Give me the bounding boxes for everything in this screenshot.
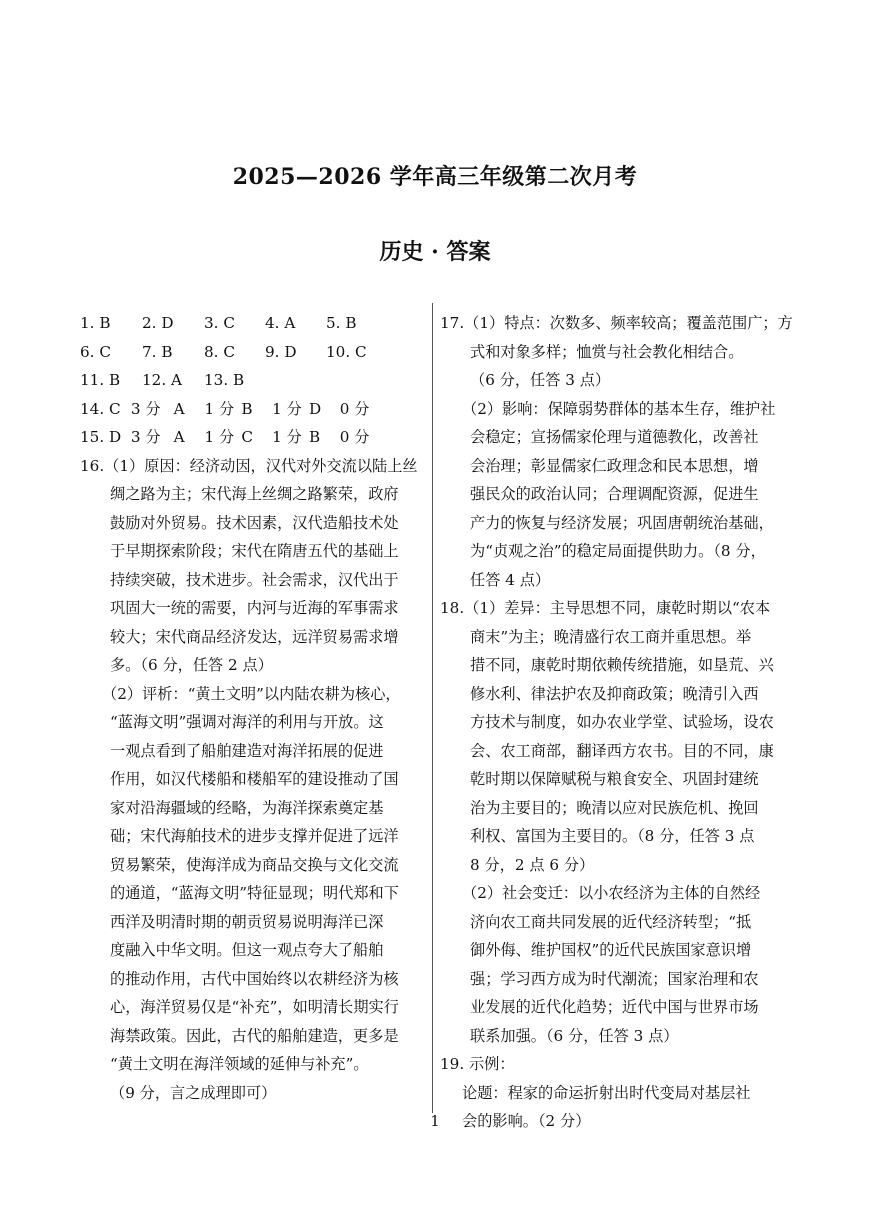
mc-answer: 13. B (204, 371, 245, 389)
answer-line: 海禁政策。因此，古代的船舶建造，更多是 (110, 1026, 399, 1045)
answer-line: 方技术与制度，如办农业学堂、试验场，设农 (470, 713, 774, 731)
score-value: 0 分 (339, 428, 370, 446)
answer-line: 8 分，2 点 6 分） (470, 855, 595, 874)
score-option: B (241, 399, 253, 418)
answer-line: 心，海洋贸易仅是“补充”，如明清长期实行 (110, 998, 399, 1016)
answer-line: “蓝海文明”强调对海洋的利用与开放。这 (110, 713, 384, 731)
answer-line: 作用，如汉代楼船和楼船军的建设推动了国 (110, 770, 399, 788)
mc-answer: 7. B (142, 342, 173, 361)
answer-line: 于早期探索阶段；宋代在隋唐五代的基础上 (110, 542, 399, 560)
answer-line: 乾时期以保障赋税与粮食安全、巩固封建统 (470, 770, 759, 788)
answer-line: 的通道，“蓝海文明”特征显现；明代郑和下 (110, 884, 399, 902)
answer-line: 业发展的近代化趋势；近代中国与世界市场 (470, 998, 759, 1016)
answer-line: 19. 示例： (440, 1055, 515, 1073)
answer-line: 础；宋代海舶技术的进步支撑并促进了远洋 (110, 827, 399, 845)
answer-line: 18.（1）差异：主导思想不同，康乾时期以“农本 (440, 599, 771, 617)
mc-answer: 11. B (80, 371, 121, 389)
answer-line: （2）评析：“黄土文明”以内陆农耕为核心， (102, 684, 401, 703)
page-number: 1 (430, 1112, 440, 1130)
answer-line: （2）影响：保障弱势群体的基本生存，维护社 (462, 399, 776, 418)
mc-answer: 8. C (204, 342, 235, 361)
score-value: 3 分 (130, 399, 161, 418)
answer-line: 西洋及明清时期的朝贡贸易说明海洋已深 (110, 912, 384, 931)
answer-line: 会、农工商部，翻译西方农书。目的不同，康 (470, 741, 774, 760)
answer-line: 会的影响。（2 分） (462, 1112, 591, 1130)
answer-line: 强；学习西方成为时代潮流；国家治理和农 (470, 969, 759, 988)
score-value: 1 分 (204, 399, 235, 418)
score-option: B (308, 428, 321, 446)
score-option: A (173, 428, 185, 446)
question-16-answer (80, 452, 430, 1108)
score-option: C (241, 428, 253, 446)
score-value: 1 分 (272, 428, 302, 446)
answer-line: 济向农工商共同发展的近代经济转型；“抵 (470, 912, 752, 931)
mc-answer: 6. C (80, 342, 111, 361)
answer-line: 论题：程家的命运折射出时代变局对基层社 (462, 1083, 751, 1102)
answer-line: 一观点看到了船舶建造对海洋拓展的促进 (110, 741, 384, 760)
answer-line: （6 分，任答 3 点） (470, 371, 611, 389)
answer-line: 会治理；彰显儒家仁政理念和民本思想，增 (470, 456, 759, 475)
answer-line: 17.（1）特点：次数多、频率较高；覆盖范围广；方 (440, 314, 793, 332)
mc-answer: 12. A (142, 371, 182, 389)
answer-line: 较大；宋代商品经济发达，远洋贸易需求增 (110, 627, 399, 646)
right-column (440, 309, 792, 1136)
answer-line: 会稳定；宣扬儒家伦理与道德教化，改善社 (470, 428, 759, 446)
answer-line: 修水利、律法护农及抑商政策；晚清引入西 (470, 684, 759, 703)
score-question: 14. C (80, 399, 121, 418)
answer-line: 商末”为主；晚清盛行农工商并重思想。举 (470, 627, 752, 646)
answer-line: 度融入中华文明。但这一观点夸大了船舶 (110, 941, 384, 959)
mc-answer: 1. B (80, 314, 111, 332)
answer-line: 巩固大一统的需要，内河与近海的军事需求 (110, 599, 399, 617)
answer-line: 联系加强。（6 分，任答 3 点） (470, 1026, 679, 1045)
score-row (80, 423, 430, 452)
answer-line: 持续突破，技术进步。社会需求，汉代出于 (110, 570, 399, 589)
mc-answer: 5. B (326, 314, 357, 332)
answer-line: 措不同，康乾时期依赖传统措施，如垦荒、兴 (470, 656, 774, 674)
mc-row (80, 338, 430, 367)
mc-answer: 9. D (265, 342, 297, 361)
answer-line: （9 分，言之成理即可） (110, 1083, 277, 1102)
score-row (80, 395, 430, 424)
mc-answer: 2. D (142, 314, 174, 332)
mc-answer: 3. C (204, 314, 235, 332)
page-subtitle: 历史 · 答案 (379, 239, 491, 265)
left-column (80, 309, 430, 1107)
answer-line: 任答 4 点） (470, 570, 551, 589)
mc-answer: 10. C (326, 342, 367, 361)
answer-line: 治为主要目的；晚清以应对民族危机、挽回 (470, 798, 759, 817)
mc-row (80, 366, 430, 395)
mc-row (80, 309, 430, 338)
answer-line: 产力的恢复与经济发展；巩固唐朝统治基础， (470, 513, 774, 532)
score-value: 0 分 (339, 399, 370, 418)
score-option: D (308, 399, 322, 418)
column-divider (432, 303, 433, 1113)
answer-line: 利权、富国为主要目的。（8 分，任答 3 点 (470, 827, 755, 845)
score-question: 15. D (80, 428, 122, 446)
answer-line: 强民众的政治认同；合理调配资源，促进生 (470, 485, 759, 503)
score-option: A (173, 399, 185, 418)
answer-line: 鼓励对外贸易。技术因素，汉代造船技术处 (110, 513, 399, 532)
page-title: 2025—2026 学年高三年级第二次月考 (232, 164, 638, 190)
score-value: 3 分 (130, 428, 161, 446)
answer-line: 贸易繁荣，使海洋成为商品交换与文化交流 (110, 855, 399, 874)
answer-line: “黄土文明在海洋领域的延伸与补充”。 (110, 1055, 369, 1073)
answer-line: 御外侮、维护国权”的近代民族国家意识增 (470, 941, 752, 959)
answer-line: 的推动作用，古代中国始终以农耕经济为核 (110, 969, 399, 988)
answer-line: 家对沿海疆域的经略，为海洋探索奠定基 (110, 798, 384, 817)
mc-answer: 4. A (265, 314, 296, 332)
answer-line: 式和对象多样；恤赏与社会教化相结合。 (470, 342, 744, 361)
score-value: 1 分 (272, 399, 302, 418)
score-value: 1 分 (204, 428, 235, 446)
questions-17-19-answer (440, 309, 792, 1136)
answer-line: （2）社会变迁：以小农经济为主体的自然经 (462, 884, 761, 902)
answer-line: 为“贞观之治”的稳定局面提供助力。（8 分， (470, 542, 766, 560)
answer-line: 多。（6 分，任答 2 点） (110, 656, 273, 674)
answer-line: 绸之路为主；宋代海上丝绸之路繁荣，政府 (110, 485, 399, 503)
answer-line: 16.（1）原因：经济动因，汉代对外交流以陆上丝 (80, 456, 418, 475)
